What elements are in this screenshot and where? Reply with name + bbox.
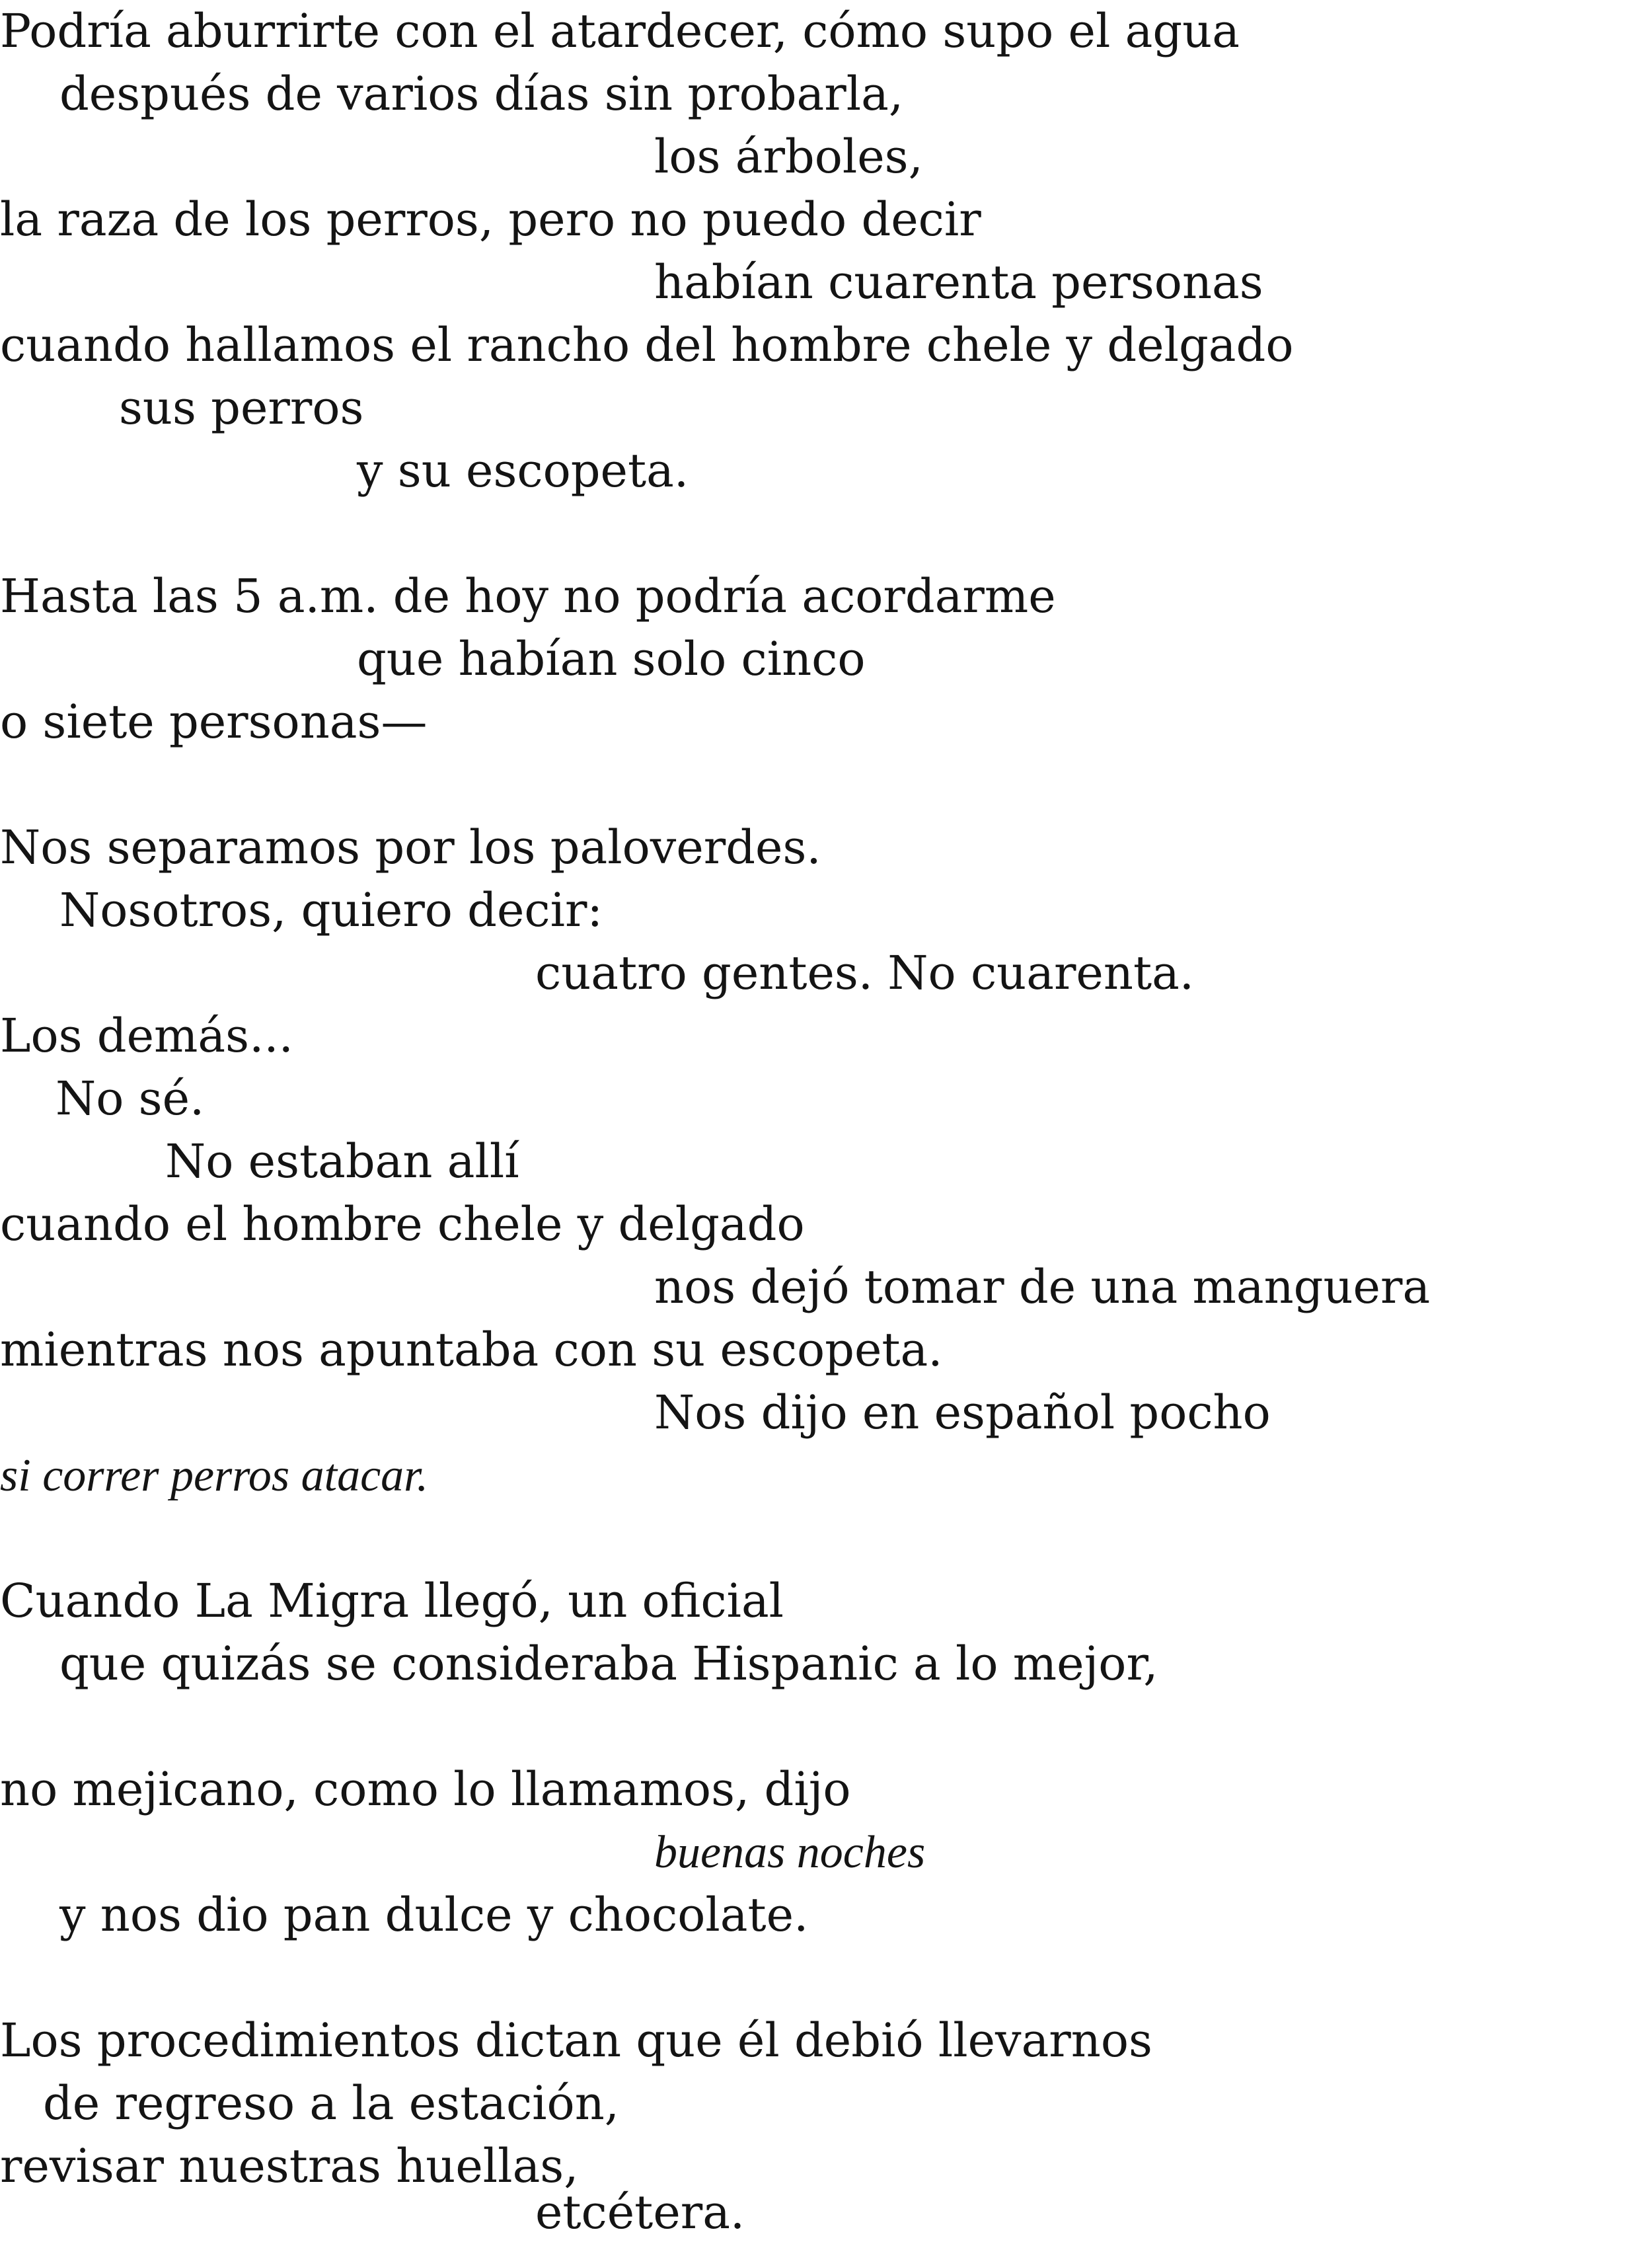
poem-line-italic: si correr perros atacar.: [0, 1450, 429, 1501]
poem-line: los árboles,: [654, 130, 923, 184]
poem-line: sus perros: [119, 381, 364, 435]
poem-line: de regreso a la estación,: [43, 2076, 620, 2130]
poem-line: habían cuarenta personas: [654, 255, 1263, 309]
poem-line: No sé.: [56, 1071, 205, 1126]
poem-line-italic: buenas noches: [654, 1827, 926, 1878]
poem-line: Los procedimientos dictan que él debió llevarnos: [0, 2013, 1152, 2068]
poem-line: que habían solo cinco: [357, 632, 866, 686]
poem-line: mientras nos apuntaba con su escopeta.: [0, 1323, 943, 1377]
poem-line: que quizás se consideraba Hispanic a lo mejor,: [59, 1637, 1158, 1691]
poem-line: Cuando La Migra llegó, un oficial: [0, 1574, 784, 1628]
poem-line: cuando el hombre chele y delgado: [0, 1197, 805, 1251]
poem-line: o siete personas—: [0, 695, 428, 749]
poem-line: cuando hallamos el rancho del hombre chele y delgado: [0, 318, 1294, 372]
poem-line: no mejicano, como lo llamamos, dijo: [0, 1762, 851, 1816]
poem-line: y su escopeta.: [357, 444, 689, 498]
poem-line: después de varios días sin probarla,: [59, 67, 904, 121]
poem-line: Podría aburrirte con el atardecer, cómo supo el agua: [0, 4, 1240, 58]
poem-line: Los demás...: [0, 1009, 293, 1063]
poem-line: cuatro gentes. No cuarenta.: [535, 946, 1195, 1000]
poem-line: la raza de los perros, pero no puedo decir: [0, 192, 981, 247]
poem-line: Hasta las 5 a.m. de hoy no podría acordarme: [0, 569, 1056, 623]
poem-line: etcétera.: [535, 2185, 745, 2239]
poem-line: Nos separamos por los paloverdes.: [0, 820, 821, 874]
poem-line: y nos dio pan dulce y chocolate.: [59, 1888, 809, 1942]
poem-line: Nosotros, quiero decir:: [59, 883, 603, 937]
poem-line: Nos dijo en español pocho: [654, 1385, 1271, 1440]
poem-line: No estaban allí: [165, 1134, 519, 1188]
poem-line: nos dejó tomar de una manguera: [654, 1260, 1431, 1314]
poem-line: revisar nuestras huellas,: [0, 2139, 579, 2193]
